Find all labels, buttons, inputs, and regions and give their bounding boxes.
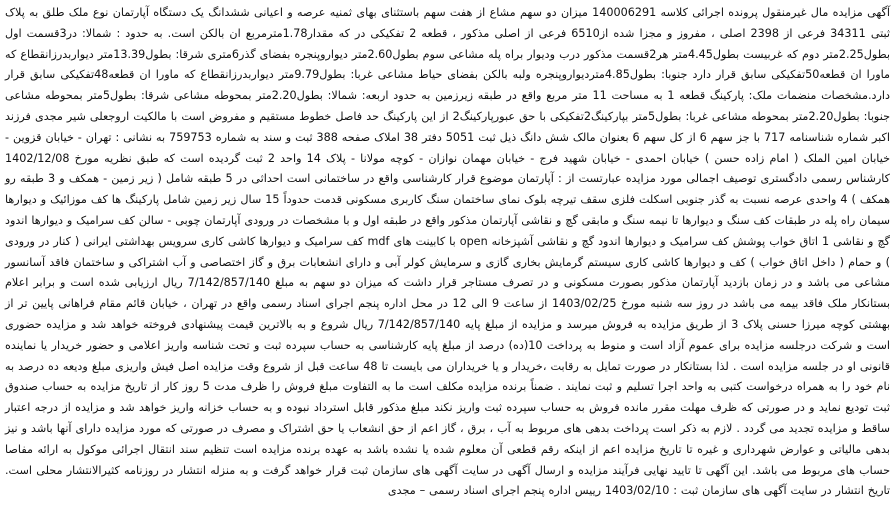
notice-body-text: آگهی مزایده مال غیرمنقول پرونده اجرائی کلاسه 140006291 میزان دو سهم مشاع از هفت سهم باستثنای بهای ثمنیه عرصه و اعیانی ششدانگ یک دستگاه آپارتمان نوع ملک طلق به پلاک ثبتی 34311 فرعی از 2398 اصلی ، مفروز و مجزا شده از6510 فرعی از اصلی مذکور ، قطعه 2 تفکیکی در که مقدار1.78مترمربع ان بالکن است. به حدود : شمالا: در3قسمت اول بطول2.25متر دوم که غربیست بطول4.45متر هر2قسمت مذکور درب وديوار براه پله مشاعی سوم بطول2.60متر ديواروپنجره بفضای گذر6متری شرقا: بطول13.39متر دیواربدرزانقطاع که ماورا ان قطعه50تفکیکی سابق قرار دارد جنوبا: بطول4.85متردیواروپنجره ولبه بالکن بفضای حیاط مشاعی غربا: بطول9.79متر دیواربدرزانقطاع که ماورا ان قطعه48تفکیکی سابق قرار دارد.مشخصات منضمات ملک: پارکینگ قطعه 1 به مساحت 11 متر مربع واقع در طبقه زیرزمین به حدود اربعه: شمالا: بطول2.20متر بمحوطه مشاعی شرقا: بطول5متر بمحوطه مشاعی جنوبا: بطول2.20متر بمحوطه مشاعی غربا: بطول5متر بپارکینگ2تفکیکی با حق عبورپارکینگ2 از این پارکینگ حد فاصل خطوط مستقیم و مفروض است با مالکیت اروجعلی شیر مجدی فرزند اکبر شماره شناسنامه 717 با جز سهم 6 از کل سهم 6 بعنوان مالک شش دانگ ذیل ثبت 5051 دفتر 38 املاک صفحه 388 ثبت و سند به شماره 759753 به نشانی : تهران - خیابان قزوین - خیابان امین الملک ( امام زاده حسن ) خیابان احمدی - خیابان شهید فرج - خیابان مهمان نوازان - کوچه مولانا - پلاک 14 واحد 2 ثبت گردیده است که طبق نظریه مورخ 1402/12/08 کارشناس رسمی دادگستری توصیف اجمالی مورد مزایده عبارتست از : آپارتمان موضوع قرار کارشناسی واقع در ساختمانی است احداثی در 5 طبقه شامل ( زیر زمین - همکف و 3 طبقه رو همکف ) 4 واحدی عرصه نسبت به گذر جنوبی اسکلت فلزی سقف تیرچه بلوک نمای ساختمان سنگ کاربری مسکونی قدمت حدوداً 15 سال زیر زمین شامل پارکینگ ها کف موزائیک و دیوارها سیمان راه پله در طبقات کف سنگ و دیوارها تا نیمه سنگ و مابقی گچ و نقاشی آپارتمان مذکور واقع در طبقه اول و با مشخصات در ورودی آپارتمان چوبی - سالن کف سرامیک و دیوارها اندود گچ و نقاشی 1 اتاق خواب پوشش کف سرامیک و دیوارها اندود گچ و نقاشی آشپزخانه open با کابینت های mdf کف سرامیک و دیوارها کاشی کاری سرویس بهداشتی ایرانی ( کنار در ورودی ) و حمام ( داخل اتاق خواب ) کف و دیوارها کاشی کاری سیستم گرمایش بخاری گازی و سرمایش کولر آبی و دارای انشعابات برق و گاز اختصاصی و آب اشتراکی و ساختمان فاقد آسانسور مشاعی می باشد و در زمان بازدید آپارتمان مذکور بصورت مسکونی و در تصرف مستاجر قرار داشت که میزان دو سهم به مبلغ 7/142/857/140 ریال ارزیابی شده است و برابر اعلام بستانکار ملک فاقد بیمه می باشد در روز سه شنبه مورخ 1403/02/25 از ساعت 9 الی 12 در محل اداره پنجم اجرای اسناد رسمی واقع در تهران ، خیابان قائم مقام فراهانی پایین تر از بهشتی کوچه میرزا حسنی پلاک 3 از طریق مزایده به فروش میرسد و مزایده از مبلغ پایه 7/142/857/140 ریال شروع و به بالاترین قیمت پیشنهادی فروخته خواهد شد و مزایده حضوری است و شرکت درجلسه مزایده برای عموم آزاد است و منوط به پرداخت 10(ده) درصد از مبلغ پایه کارشناسی به حساب سپرده ثبت و تحت شناسه واریز اعلامی و حضور خریدار یا نماینده قانونی او در جلسه مزایده است . لذا بستانکار در صورت تمایل به رقابت ،خریدار و یا خریداران می بایست تا 48 ساعت قبل از شروع وقت مزایده اصل فیش واریزی مبلغ ودیعه ده درصد به نام خود را به همراه درخواست کتبی به واحد اجرا تسلیم و ثبت نمایند . ضمناً برنده مزایده مکلف است ما به التفاوت مبلغ فروش را ظرف مدت 5 روز کار از تاریخ مزایده به حساب صندوق ثبت تودیع نماید و در صورتی که ظرف مهلت مقرر مانده فروش به حساب سپرده ثبت واریز نکند مبلغ مذکور قابل استرداد نبوده و به حساب خزانه واریز خواهد شد و مزایده از درجه اعتبار ساقط و مزایده تجدید می گردد . لازم به ذکر است پرداخت بدهی های مربوط به آب ، برق ، گاز اعم از حق انشعاب یا حق اشتراک و مصرف در صورتی که مورد مزایده دارای آنها باشد و نیز بدهی مالیاتی و عوارض شهرداری و غیره تا تاریخ مزایده اعم از اینکه رقم قطعی آن معلوم شده یا نشده باشد به عهده برنده مزایده است تنظیم سند انتقال اجرائی موکول به ارائه مفاصا حساب های مربوط می باشد. این آگهی تا تایید نهایی فرآیند مزایده و ارسال آگهی در سایت آگهی های سازمان ثبت قرار خواهد گرفت و به منزله انتشار در روزنامه کثیرالانتشار محلی است. تاریخ انتشار در سایت آگهی های سازمان ثبت : 1403/02/10 رییس اداره پنجم اجرای اسناد رسمی – مجدی [5,6,891,498]
